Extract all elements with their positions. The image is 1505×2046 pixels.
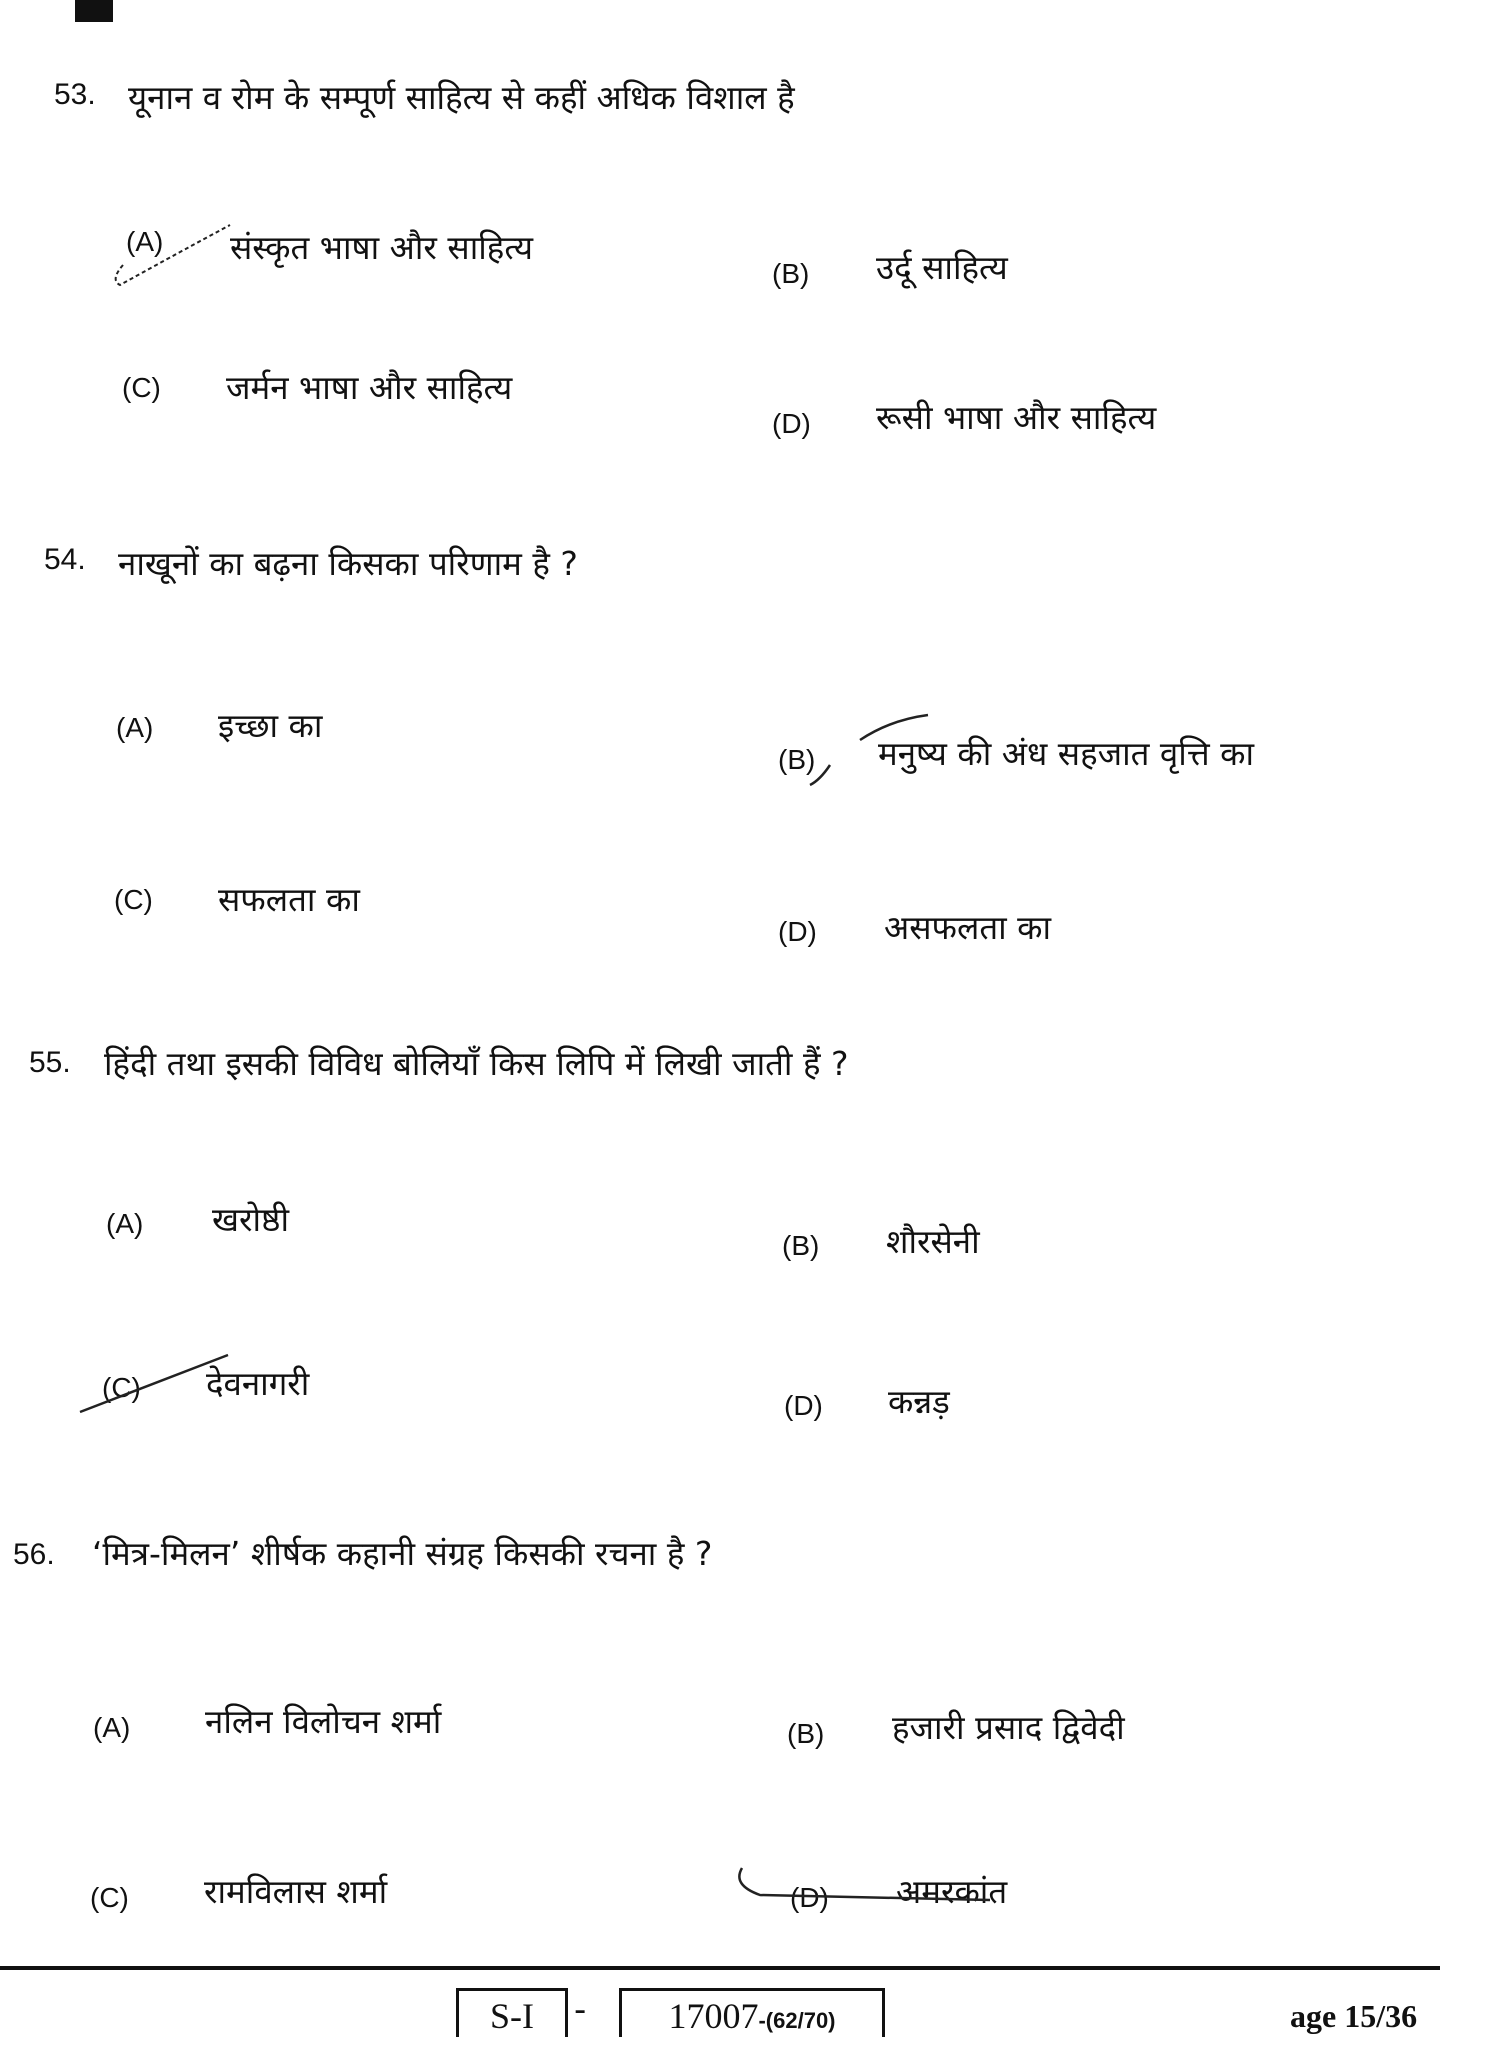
option-text: खरोष्ठी	[212, 1200, 290, 1239]
question-text: ‘मित्र-मिलन’ शीर्षक कहानी संग्रह किसकी रचना है ?	[92, 1534, 713, 1573]
option-label: (B)	[778, 744, 816, 775]
footer-dash: -	[574, 1990, 587, 2030]
series-box	[456, 1988, 568, 2037]
option-label: (D)	[784, 1390, 823, 1421]
option-label: (D)	[790, 1882, 829, 1913]
option-text: देवनागरी	[206, 1364, 310, 1403]
footer-rule	[0, 1966, 1440, 1970]
option-label: (A)	[116, 712, 154, 743]
option-text: रामविलास शर्मा	[204, 1872, 388, 1911]
option-text: सफलता का	[218, 880, 360, 919]
option-label: (C)	[122, 372, 161, 403]
option-text: कन्नड़	[888, 1382, 950, 1421]
question-number: 55.	[29, 1046, 71, 1079]
option-label: (C)	[102, 1372, 141, 1403]
option-text: नलिन विलोचन शर्मा	[205, 1702, 442, 1741]
paper-code-suffix: -(62/70)	[758, 2008, 836, 2033]
option-label: (A)	[126, 226, 164, 257]
page-number: age 15/36	[1290, 1998, 1418, 2034]
question-text: यूनान व रोम के सम्पूर्ण साहित्य से कहीं अधिक विशाल है	[128, 78, 795, 117]
option-text: इच्छा का	[218, 706, 323, 745]
option-text: मनुष्य की अंध सहजात वृत्ति का	[878, 734, 1255, 773]
option-label: (D)	[778, 916, 817, 947]
option-label: (B)	[787, 1718, 825, 1749]
question-number: 56.	[13, 1538, 55, 1571]
paper-code-box	[619, 1988, 885, 2037]
question-text: हिंदी तथा इसकी विविध बोलियाँ किस लिपि में लिखी जाती हैं ?	[104, 1044, 849, 1083]
option-label: (A)	[106, 1208, 144, 1239]
option-text: असफलता का	[884, 908, 1052, 947]
booklet-series-badge	[75, 0, 113, 22]
option-text: अमरकांत	[896, 1872, 1008, 1911]
series-code: S-I	[490, 1996, 534, 2036]
question-text: नाखूनों का बढ़ना किसका परिणाम है ?	[118, 544, 578, 583]
option-label: (C)	[114, 884, 153, 915]
option-text: जर्मन भाषा और साहित्य	[226, 368, 513, 407]
option-label: (C)	[90, 1882, 129, 1913]
option-text: रूसी भाषा और साहित्य	[876, 398, 1157, 437]
option-label: (D)	[772, 408, 811, 439]
paper-code: 17007	[668, 1996, 759, 2036]
question-number: 53.	[54, 78, 96, 111]
option-text: संस्कृत भाषा और साहित्य	[230, 228, 534, 267]
option-label: (B)	[782, 1230, 820, 1261]
option-text: उर्दू साहित्य	[876, 248, 1008, 287]
option-label: (B)	[772, 258, 810, 289]
option-text: हजारी प्रसाद द्विवेदी	[892, 1708, 1125, 1747]
option-label: (A)	[93, 1712, 131, 1743]
option-text: शौरसेनी	[886, 1222, 980, 1261]
question-number: 54.	[44, 543, 86, 576]
